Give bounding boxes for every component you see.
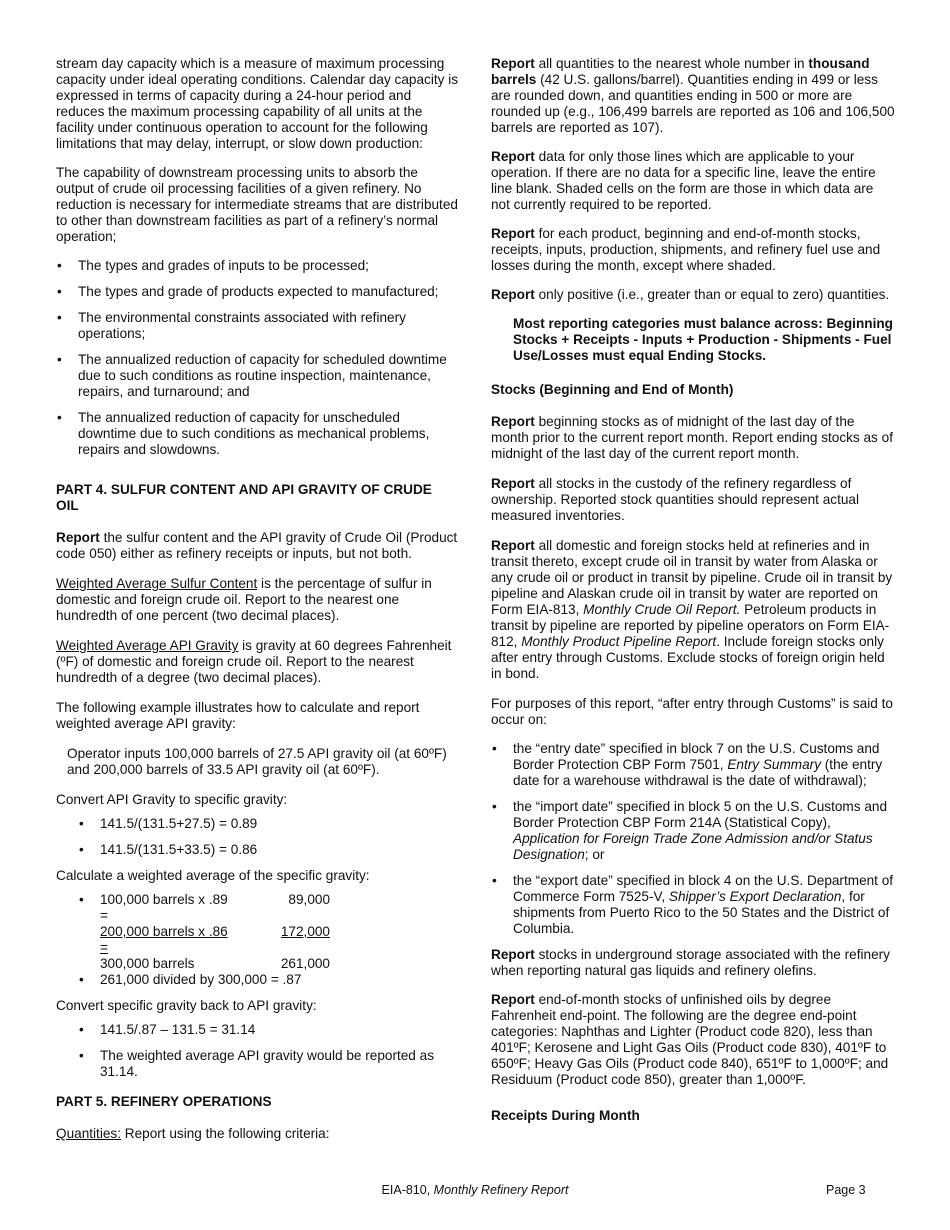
calc-heading: Calculate a weighted average of the specific gravity: [56, 868, 370, 883]
paragraph-text: only positive (i.e., greater than or equal to zero) quantities. [534, 287, 890, 302]
api-gravity-definition [56, 638, 458, 686]
form-title: Monthly Refinery Report [433, 1183, 569, 1197]
term: Quantities: [56, 1126, 121, 1141]
paragraph-text: (42 U.S. gallons/barrel). Quantities ending in 499 or less are rounded down, and quantities ending in 500 or more are rounded up (e.g., 106,499 barrels are reported as 106 and 106,500 barrels are reported as 107). [491, 72, 895, 135]
item-text: the “export date” specified in block 4 on the U.S. Department of Commerce Form 7525-V, [513, 873, 894, 904]
example-intro: The following example illustrates how to calculate and report weighted average API gravity: [56, 700, 420, 731]
paragraph-text: all domestic and foreign stocks held at refineries and in transit thereto, except crude oil in transit by water from Alaska or any crude oil or product in transit by pipeline. Crude oil in transit by pipeline and Alaskan crude oil in transit by water are reported on Form EIA-813, [491, 538, 893, 617]
calc-division: • 261,000 divided by 300,000 = .87 [78, 972, 458, 988]
capacity-paragraph: stream day capacity which is a measure of maximum processing capacity under ideal operating conditions. Calendar day capacity is expressed in terms of capacity during a 24-hour period and reduces the maximum processing capability of all units at the facility under continuous operation to account for the following limitations that may delay, interrupt, or slow down production: [56, 56, 459, 151]
calc-row [78, 956, 458, 972]
calc-row [78, 924, 458, 956]
item-text: the “entry date” specified in block 7 on the U.S. Customs and Border Protection CBP Form 7501, [513, 741, 880, 772]
receipts-heading: Receipts During Month [491, 1108, 640, 1123]
form-number: EIA-810, [381, 1183, 434, 1197]
paragraph-text: Report using the following criteria: [120, 1126, 330, 1141]
term: Weighted Average Sulfur Content [56, 576, 258, 591]
list-item: • The annualized reduction of capacity for scheduled downtime due to such conditions as routine inspection, maintenance, repairs, and turnaround; and [56, 352, 458, 400]
balance-note: Most reporting categories must balance across: Beginning Stocks + Receipts - Inputs + Production - Shipments - Fuel Use/Losses must equal Ending Stocks. [513, 316, 893, 363]
convert-heading: Convert API Gravity to specific gravity: [56, 792, 288, 807]
list-item [491, 799, 895, 863]
paragraph-text: data for only those lines which are applicable to your operation. If there are no data for a specific line, leave the entire line blank. Shaded cells on the form are those in which data are not currently required to be reported. [491, 149, 876, 212]
footer-form-name [0, 1182, 950, 1198]
unit-keyword: thousand barrels [491, 56, 870, 87]
specific-gravity-list [78, 816, 458, 858]
each-product-paragraph [491, 226, 895, 274]
paragraph-text: the sulfur content and the API gravity of Crude Oil (Product code 050) either as refinery receipts or inputs, but not both. [56, 530, 458, 561]
form-title: Monthly Crude Oil Report. [583, 602, 741, 617]
custody-paragraph [491, 476, 895, 524]
sulfur-api-paragraph [56, 530, 458, 562]
paragraph-text: Petroleum products in transit by pipeline are reported by pipeline operators on Form EIA-812, [491, 602, 890, 649]
item-text: (the entry date for a warehouse withdrawal is the date of withdrawal); [513, 757, 883, 788]
right-column [491, 56, 895, 1140]
positive-quantities-paragraph [491, 287, 895, 303]
paragraph-text: is the percentage of sulfur in domestic and foreign crude oil. Report to the nearest one hundredth of one percent (two decimal places). [56, 576, 432, 623]
list-item: • The types and grades of inputs to be processed; [56, 258, 458, 274]
customs-intro: For purposes of this report, “after entry through Customs” is said to occur on: [491, 696, 893, 727]
convert-back-heading: Convert specific gravity back to API gravity: [56, 998, 317, 1013]
paragraph-text: all quantities to the nearest whole number in [534, 56, 809, 71]
report-keyword: Report [491, 538, 535, 553]
limitations-list [56, 258, 458, 458]
paragraph-text: end-of-month stocks of unfinished oils by degree Fahrenheit end-point. The following are the degree end-point categories: Naphthas and Lighter (Product code 820), less than 401ºF; Kerosene and Light Gas Oils (Product code 830), 401ºF to 650ºF; Heavy Gas Oils (Product code 840), 651ºF to 1,000ºF; and Residuum (Product code 850), greater than 1,000ºF. [491, 992, 889, 1087]
calc-row [78, 892, 458, 924]
left-column [56, 56, 458, 1155]
list-item: • 141.5/(131.5+27.5) = 0.89 [78, 816, 458, 832]
item-text: the “import date” specified in block 5 on the U.S. Customs and Border Protection CBP Form 214A (Statistical Copy), [513, 799, 888, 830]
form-title: Application for Foreign Trade Zone Admission and/or Status Designation [513, 831, 873, 862]
item-text: , for shipments from Puerto Rico to the 50 States and the District of Columbia. [513, 889, 890, 936]
part4-heading: PART 4. SULFUR CONTENT AND API GRAVITY OF CRUDE OIL [56, 482, 432, 513]
calc-label: 300,000 barrels [100, 956, 195, 971]
calc-label: 200,000 barrels x .86 = [100, 924, 228, 955]
underground-storage-paragraph [491, 947, 895, 979]
stocks-timing-paragraph [491, 414, 895, 462]
report-keyword: Report [491, 149, 535, 164]
report-keyword: Report [491, 287, 535, 302]
paragraph-text: . Include foreign stocks only after entry through Customs. Exclude stocks of foreign origin held in bond. [491, 634, 885, 681]
downstream-paragraph: The capability of downstream processing units to absorb the output of crude oil processing facilities of a given refinery. No reduction is necessary for intermediate streams that are distributed to other than downstream facilities as part of a refinery’s normal operation; [56, 165, 458, 244]
customs-list [491, 741, 895, 937]
paragraph-text: all stocks in the custody of the refinery regardless of ownership. Reported stock quantities should represent actual measured inventories. [491, 476, 860, 523]
list-item: • The types and grade of products expected to manufactured; [56, 284, 458, 300]
calc-value: 89,000 [288, 892, 330, 907]
list-item [491, 873, 895, 937]
term: Weighted Average API Gravity [56, 638, 239, 653]
api-result-list [78, 1022, 458, 1080]
item-text: ; or [584, 847, 605, 862]
transit-paragraph [491, 538, 895, 682]
calc-table [78, 892, 458, 988]
form-title: Monthly Product Pipeline Report [521, 634, 717, 649]
calc-value: 172,000 [280, 924, 330, 939]
paragraph-text: stocks in underground storage associated with the refinery when reporting natural gas liquids and refinery olefins. [491, 947, 890, 978]
list-item: • The environmental constraints associated with refinery operations; [56, 310, 458, 342]
applicable-lines-paragraph [491, 149, 895, 213]
list-item: • 141.5/(131.5+33.5) = 0.86 [78, 842, 458, 858]
report-keyword: Report [491, 56, 535, 71]
list-item: • 141.5/.87 – 131.5 = 31.14 [78, 1022, 458, 1038]
rounding-paragraph [491, 56, 895, 136]
list-item: • The weighted average API gravity would be reported as 31.14. [78, 1048, 458, 1080]
paragraph-text: is gravity at 60 degrees Fahrenheit (ºF) of domestic and foreign crude oil. Report to the nearest hundredth of a degree (two decimal places). [56, 638, 452, 685]
list-item: • The annualized reduction of capacity for unscheduled downtime due to such conditions as mechanical problems, repairs and slowdowns. [56, 410, 458, 458]
paragraph-text: beginning stocks as of midnight of the last day of the month prior to the current report month. Report ending stocks as of midnight of the last day of the current report month. [491, 414, 893, 461]
report-keyword: Report [491, 947, 535, 962]
page-number: Page 3 [826, 1183, 866, 1197]
report-keyword: Report [491, 226, 535, 241]
list-item [491, 741, 895, 789]
paragraph-text: for each product, beginning and end-of-month stocks, receipts, inputs, production, shipments, and refinery fuel use and losses during the month, except where shaded. [491, 226, 881, 273]
report-keyword: Report [491, 476, 535, 491]
calc-label: • 100,000 barrels x .89 = [100, 892, 228, 923]
report-keyword: Report [491, 992, 535, 1007]
report-keyword: Report [491, 414, 535, 429]
report-keyword: Report [56, 530, 100, 545]
quantities-paragraph [56, 1126, 458, 1142]
form-title: Shipper’s Export Declaration [668, 889, 842, 904]
form-title: Entry Summary [727, 757, 821, 772]
unfinished-oils-paragraph [491, 992, 895, 1088]
stocks-heading: Stocks (Beginning and End of Month) [491, 382, 734, 397]
calc-value: 261,000 [280, 956, 330, 971]
example-text: Operator inputs 100,000 barrels of 27.5 API gravity oil (at 60ºF) and 200,000 barrels of 33.5 API gravity oil (at 60ºF). [67, 746, 447, 777]
part5-heading: PART 5. REFINERY OPERATIONS [56, 1094, 272, 1109]
sulfur-definition [56, 576, 458, 624]
